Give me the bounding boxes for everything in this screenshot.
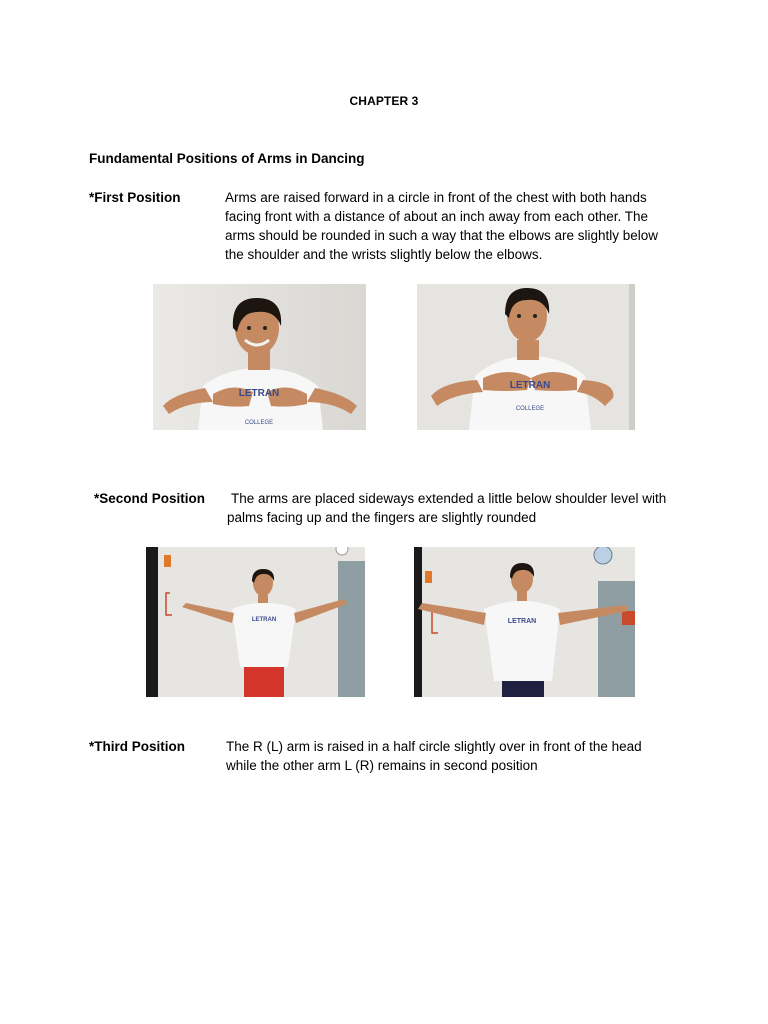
description-line: while the other arm L (R) remains in second position: [226, 758, 538, 773]
shirt-logo-text: LETRAN: [238, 388, 280, 399]
shirt-logo-text: LETRAN: [507, 618, 537, 625]
description-line: arms should be rounded in such a way that the elbows are slightly below: [225, 228, 658, 243]
first-position-photo-male: [417, 284, 635, 430]
shirt-logo-text: LETRAN: [509, 380, 551, 391]
first-position-description: [225, 188, 667, 264]
first-position-label: *First Position: [89, 190, 181, 205]
chapter-title: CHAPTER 3: [349, 94, 419, 108]
second-position-label: *Second Position: [94, 491, 206, 506]
shirt-logo-subtext: COLLEGE: [515, 406, 545, 412]
third-position-label: *Third Position: [89, 739, 185, 754]
second-position-photo-male: [414, 547, 635, 697]
first-position-photo-female: [153, 284, 366, 430]
description-line: palms facing up and the fingers are slightly rounded: [227, 510, 537, 525]
section-heading: Fundamental Positions of Arms in Dancing: [89, 151, 365, 166]
second-position-photo-female: [146, 547, 365, 697]
description-line: The R (L) arm is raised in a half circle slightly over in front of the head: [226, 739, 642, 754]
description-line: Arms are raised forward in a circle in front of the chest with both hands: [225, 190, 647, 205]
description-line: facing front with a distance of about an inch away from each other. The: [225, 209, 649, 224]
shirt-logo-subtext: COLLEGE: [244, 420, 274, 426]
second-position-description: [227, 489, 673, 527]
description-line: The arms are placed sideways extended a little below shoulder level with: [231, 491, 667, 506]
description-line: the shoulder and the wrists slightly below the elbows.: [225, 247, 543, 262]
third-position-description: [226, 737, 677, 775]
shirt-logo-text: LETRAN: [251, 617, 277, 623]
